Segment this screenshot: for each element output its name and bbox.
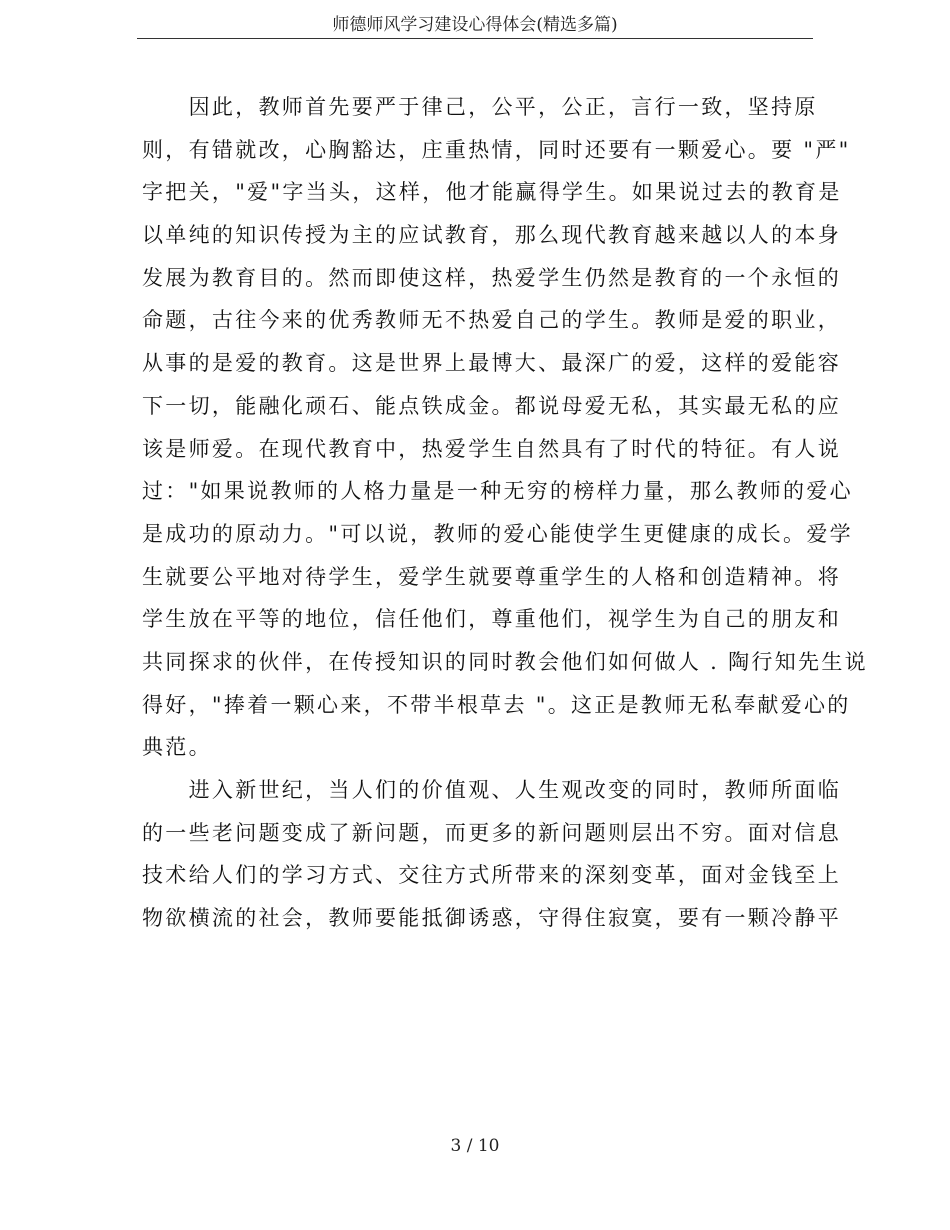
text-line: 是成功的原动力。"可以说，教师的爱心能使学生更健康的成长。爱学 [142,521,853,546]
text-line: 下一切，能融化顽石、能点铁成金。都说母爱无私，其实最无私的应 [142,393,841,418]
text-line: 技术给人们的学习方式、交往方式所带来的深刻变革，面对金钱至上 [142,863,841,888]
text-line: 进入新世纪，当人们的价值观、人生观改变的同时，教师所面临 [142,778,841,802]
text-line: 典范。 [142,735,212,760]
text-line: 共同探求的伙伴，在传授知识的同时教会他们如何做人 . 陶行知先生说 [142,649,868,674]
text-line: 因此，教师首先要严于律己，公平，公正，言行一致，坚持原 [142,95,818,119]
text-line: 过："如果说教师的人格力量是一种无穷的榜样力量，那么教师的爱心 [142,479,853,504]
text-line: 字把关，"爱"字当头，这样，他才能赢得学生。如果说过去的教育是 [142,180,842,205]
text-line: 生就要公平地对待学生，爱学生就要尊重学生的人格和创造精神。将 [142,564,841,589]
text-line: 发展为教育目的。然而即使这样，热爱学生仍然是教育的一个永恒的 [142,265,841,290]
text-line: 物欲横流的社会，教师要能抵御诱惑，守得住寂寞，要有一颗冷静平 [142,906,841,931]
text-line: 命题，古往今来的优秀教师无不热爱自己的学生。教师是爱的职业， [142,308,841,333]
document-body [142,86,868,940]
page-header-title: 师德师风学习建设心得体会(精选多篇) [332,15,618,35]
text-line: 的一些老问题变成了新问题，而更多的新问题则层出不穷。面对信息 [142,820,841,845]
text-line: 则，有错就改，心胸豁达，庄重热情，同时还要有一颗爱心。要 "严" [142,137,851,162]
text-line: 学生放在平等的地位，信任他们，尊重他们，视学生为自己的朋友和 [142,607,841,632]
text-line: 从事的是爱的教育。这是世界上最博大、最深广的爱，这样的爱能容 [142,351,841,376]
text-line: 得好，"捧着一颗心来，不带半根草去 "。这正是教师无私奉献爱心的 [142,692,851,717]
page-number: 3 / 10 [450,1136,500,1156]
header-divider [137,38,813,39]
text-line: 以单纯的知识传授为主的应试教育，那么现代教育越来越以人的本身 [142,223,841,248]
text-line: 该是师爱。在现代教育中，热爱学生自然具有了时代的特征。有人说 [142,436,841,461]
